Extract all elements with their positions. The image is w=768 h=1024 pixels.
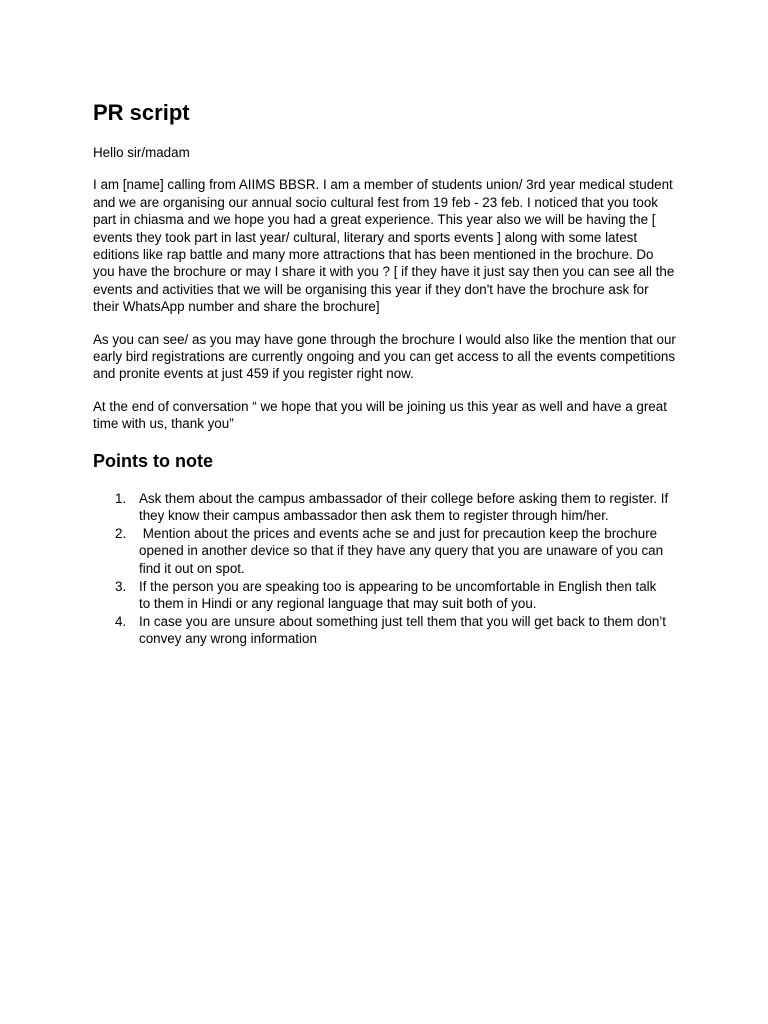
document-title: PR script [93,100,190,125]
list-item [93,613,669,648]
intro-paragraph: I am [name] calling from AIIMS BBSR. I am a member of students union/ 3rd year medical student and we are organising our annual socio cultural fest from 19 feb - 23 feb. I noticed that you took part in chiasma and we hope you had a great experience. This year also we will be having the [ events they took part in last year/ cultural, literary and sports events ] along with some latest editions like rap battle and many more attractions that has been mentioned in the brochure. Do you have the brochure or may I share it with you ? [ if they have it just say then you can see all the events and activities that we will be organising this year if they don't have the brochure ask for their WhatsApp number and share the brochure] [93,177,675,315]
list-item [93,578,669,613]
list-item-text: Ask them about the campus ambassador of their college before asking them to register. If they know their campus ambassador then ask them to register through him/her. [139,490,669,524]
list-item [93,490,669,525]
greeting-text: Hello sir/madam [93,145,190,160]
list-item-number: 1. [115,490,127,506]
list-item [93,525,669,578]
list-item-text: If the person you are speaking too is appearing to be uncomfortable in English then talk to them in Hindi or any regional language that may suit both of you. [139,578,657,612]
points-heading: Points to note [93,450,213,471]
list-item-number: 4. [115,613,127,629]
registration-paragraph: As you can see/ as you may have gone through the brochure I would also like the mention that our early bird registrations are currently ongoing and you can get access to all the events competitions and pronite events at just 459 if you register right now. [93,331,676,382]
list-item-text: In case you are unsure about something just tell them that you will get back to them don’t convey any wrong information [139,613,666,647]
document-page [93,97,683,648]
list-item-number: 3. [115,578,127,594]
list-item-number: 2. [115,525,127,541]
list-item-text: Mention about the prices and events ache se and just for precaution keep the brochure opened in another device so that if they have any query that you are unaware of you can find it out on spot. [139,525,667,577]
closing-paragraph: At the end of conversation “ we hope that you will be joining us this year as well and have a great time with us, thank you” [93,398,667,432]
points-list [93,490,683,648]
